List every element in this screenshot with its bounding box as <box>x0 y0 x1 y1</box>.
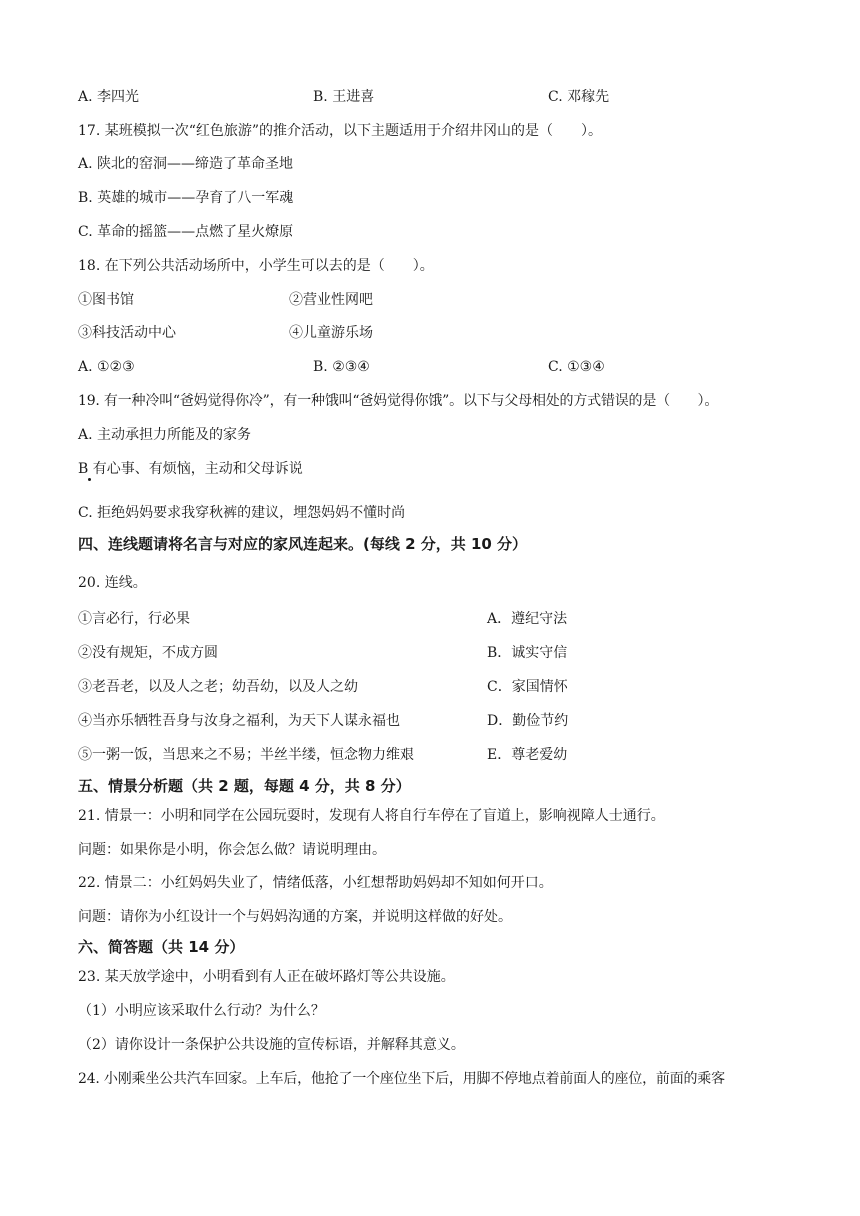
q16-option-c: C. 邓稼先 <box>548 89 610 105</box>
proverb-item: ②没有规矩，不成方圆 <box>78 645 218 661</box>
q19-option-b: B 有心事、有烦恼，主动和父母诉说 <box>78 461 303 477</box>
q18-stem: 18. 在下列公共活动场所中，小学生可以去的是（ ）。 <box>78 258 434 274</box>
proverb-item: ④当亦乐牺牲吾身与汝身之福利，为天下人谋永福也 <box>78 713 400 729</box>
stray-dot <box>88 478 91 481</box>
q21-question: 问题：如果你是小明，你会怎么做？请说明理由。 <box>78 842 386 858</box>
q18-option-b: B. ②③④ <box>313 359 370 375</box>
q24-stem: 24. 小刚乘坐公共汽车回家。上车后，他抢了一个座位坐下后，用脚不停地点着前面人的座位，前面的乘客 <box>78 1071 725 1087</box>
proverb-item: ③老吾老，以及人之老；幼吾幼，以及人之幼 <box>78 679 358 695</box>
q17-option-c: C. 革命的摇篮——点燃了星火燎原 <box>78 224 294 240</box>
q23-subquestion-1: （1）小明应该采取什么行动？为什么？ <box>78 1003 325 1019</box>
q18-item-4: ④儿童游乐场 <box>289 325 373 341</box>
q18-item-2: ②营业性网吧 <box>289 292 373 308</box>
section5-title: 五、情景分析题（共 2 题，每题 4 分，共 8 分） <box>78 777 411 795</box>
proverb-item: ①言必行，行必果 <box>78 611 190 627</box>
family-value-item: C．家国情怀 <box>487 679 568 695</box>
q17-stem: 17. 某班模拟一次“红色旅游”的推介活动，以下主题适用于介绍井冈山的是（ ）。 <box>78 123 603 139</box>
q20-stem: 20. 连线。 <box>78 575 147 591</box>
q22-stem: 22. 情景二：小红妈妈失业了，情绪低落，小红想帮助妈妈却不知如何开口。 <box>78 875 553 891</box>
family-value-item: D．勤俭节约 <box>487 713 569 729</box>
section6-title: 六、简答题（共 14 分） <box>78 938 245 956</box>
section4-title: 四、连线题请将名言与对应的家风连起来。(每线 2 分，共 10 分） <box>78 535 528 553</box>
q19-stem: 19. 有一种冷叫“爸妈觉得你冷”，有一种饿叫“爸妈觉得你饿”。以下与父母相处的方式错误的是（ ）。 <box>78 393 719 409</box>
family-value-item: B．诚实守信 <box>487 645 568 661</box>
q18-item-3: ③科技活动中心 <box>78 325 176 341</box>
q23-subquestion-2: （2）请你设计一条保护公共设施的宣传标语，并解释其意义。 <box>78 1037 465 1053</box>
q19-option-a: A. 主动承担力所能及的家务 <box>78 427 252 443</box>
family-value-item: E．尊老爱幼 <box>487 747 568 763</box>
q17-option-a: A. 陕北的窑洞——缔造了革命圣地 <box>78 156 294 172</box>
q16-option-b: B. 王进喜 <box>313 89 375 105</box>
proverb-item: ⑤一粥一饭，当思来之不易；半丝半缕，恒念物力维艰 <box>78 747 414 763</box>
q18-item-1: ①图书馆 <box>78 292 134 308</box>
q23-stem: 23. 某天放学途中，小明看到有人正在破坏路灯等公共设施。 <box>78 969 455 985</box>
q17-option-b: B. 英雄的城市——孕育了八一军魂 <box>78 190 294 206</box>
q16-option-a: A. 李四光 <box>78 89 140 105</box>
family-value-item: A．遵纪守法 <box>487 611 568 627</box>
q21-stem: 21. 情景一：小明和同学在公园玩耍时，发现有人将自行车停在了盲道上，影响视障人士通行。 <box>78 808 665 824</box>
q18-option-c: C. ①③④ <box>548 359 605 375</box>
q18-option-a: A. ①②③ <box>78 359 135 375</box>
q22-question: 问题：请你为小红设计一个与妈妈沟通的方案，并说明这样做的好处。 <box>78 909 512 925</box>
q19-option-c: C. 拒绝妈妈要求我穿秋裤的建议，埋怨妈妈不懂时尚 <box>78 505 406 521</box>
